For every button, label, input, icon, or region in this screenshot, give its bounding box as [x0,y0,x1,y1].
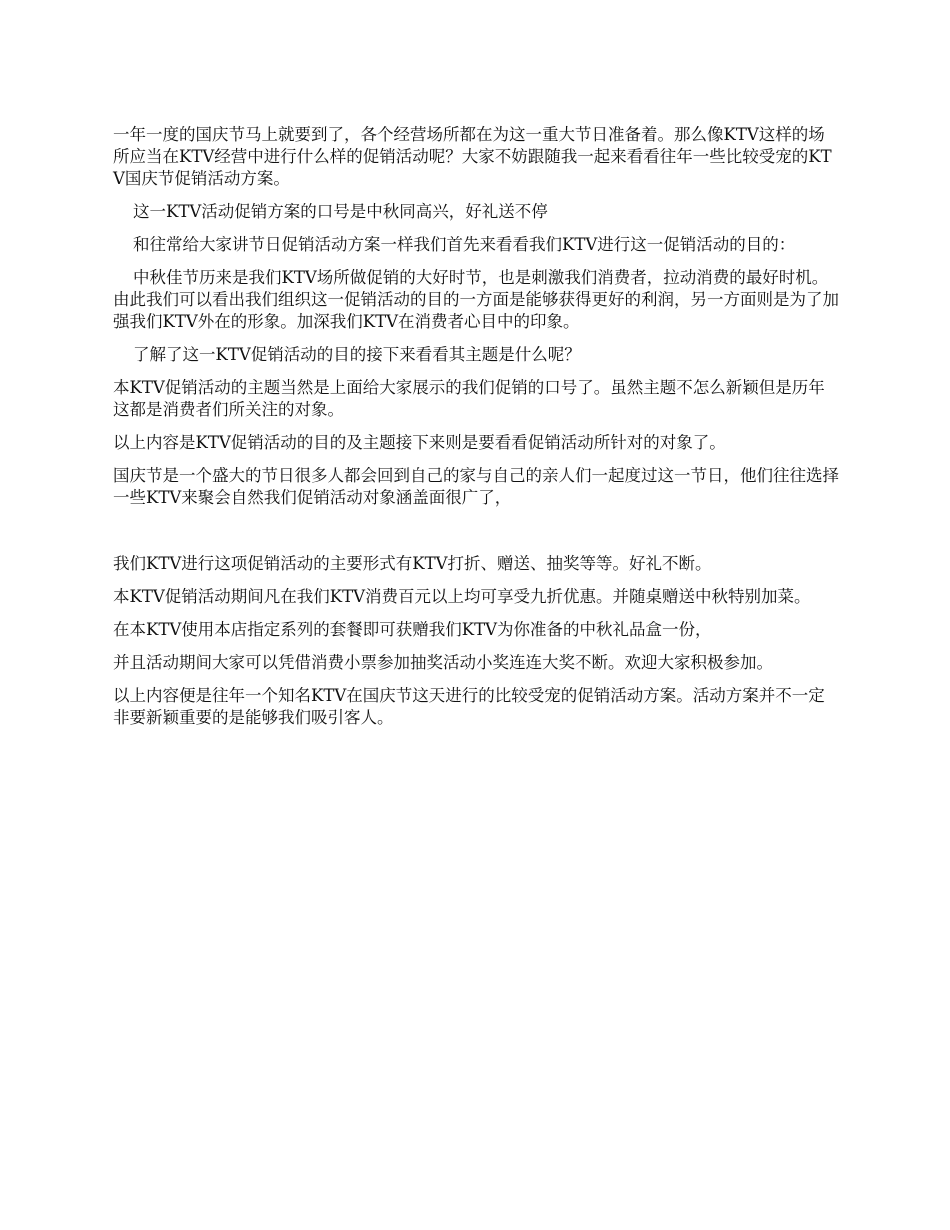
paragraph-purpose: 中秋佳节历来是我们KTV场所做促销的大好时节，也是刺激我们消费者，拉动消费的最好时机。由此我们可以看出我们组织这一促销活动的目的一方面是能够获得更好的利润，另一方面则是为了加强我们KTV外在的形象。加深我们KTV在消费者心目中的印象。 [113,268,839,331]
paragraph-slogan: 这一KTV活动促销方案的口号是中秋同高兴，好礼送不停 [133,202,548,221]
paragraph-discount: 本KTV促销活动期间凡在我们KTV消费百元以上均可享受九折优惠。并随桌赠送中秋特别加菜。 [113,587,811,606]
document-body [113,124,841,740]
paragraph-lottery: 并且活动期间大家可以凭借消费小票参加抽奖活动小奖连连大奖不断。欢迎大家积极参加。 [113,653,773,672]
paragraph-forms: 我们KTV进行这项促销活动的主要形式有KTV打折、赠送、抽奖等等。好礼不断。 [113,554,712,573]
paragraph-purpose-heading: 和往常给大家讲节日促销活动方案一样我们首先来看看我们KTV进行这一促销活动的目的： [133,235,796,254]
paragraph-target: 国庆节是一个盛大的节日很多人都会回到自己的家与自己的亲人们一起度过这一节日，他们往往选择一些KTV来聚会自然我们促销活动对象涵盖面很广了， [113,466,839,507]
paragraph-gift: 在本KTV使用本店指定系列的套餐即可获赠我们KTV为你准备的中秋礼品盒一份， [113,620,712,639]
paragraph-target-intro: 以上内容是KTV促销活动的目的及主题接下来则是要看看促销活动所针对的对象了。 [113,433,726,452]
paragraph-gap [113,520,841,553]
paragraph-conclusion: 以上内容便是往年一个知名KTV在国庆节这天进行的比较受宠的促销活动方案。活动方案并不一定非要新颖重要的是能够我们吸引客人。 [113,686,825,727]
paragraph-theme: 本KTV促销活动的主题当然是上面给大家展示的我们促销的口号了。虽然主题不怎么新颖但是历年这都是消费者们所关注的对象。 [113,378,825,419]
paragraph-theme-question: 了解了这一KTV促销活动的目的接下来看看其主题是什么呢？ [133,345,581,364]
paragraph-intro: 一年一度的国庆节马上就要到了，各个经营场所都在为这一重大节日准备着。那么像KTV这样的场所应当在KTV经营中进行什么样的促销活动呢？大家不妨跟随我一起来看看往年一些比较受宠的KTV国庆节促销活动方案。 [113,125,832,188]
